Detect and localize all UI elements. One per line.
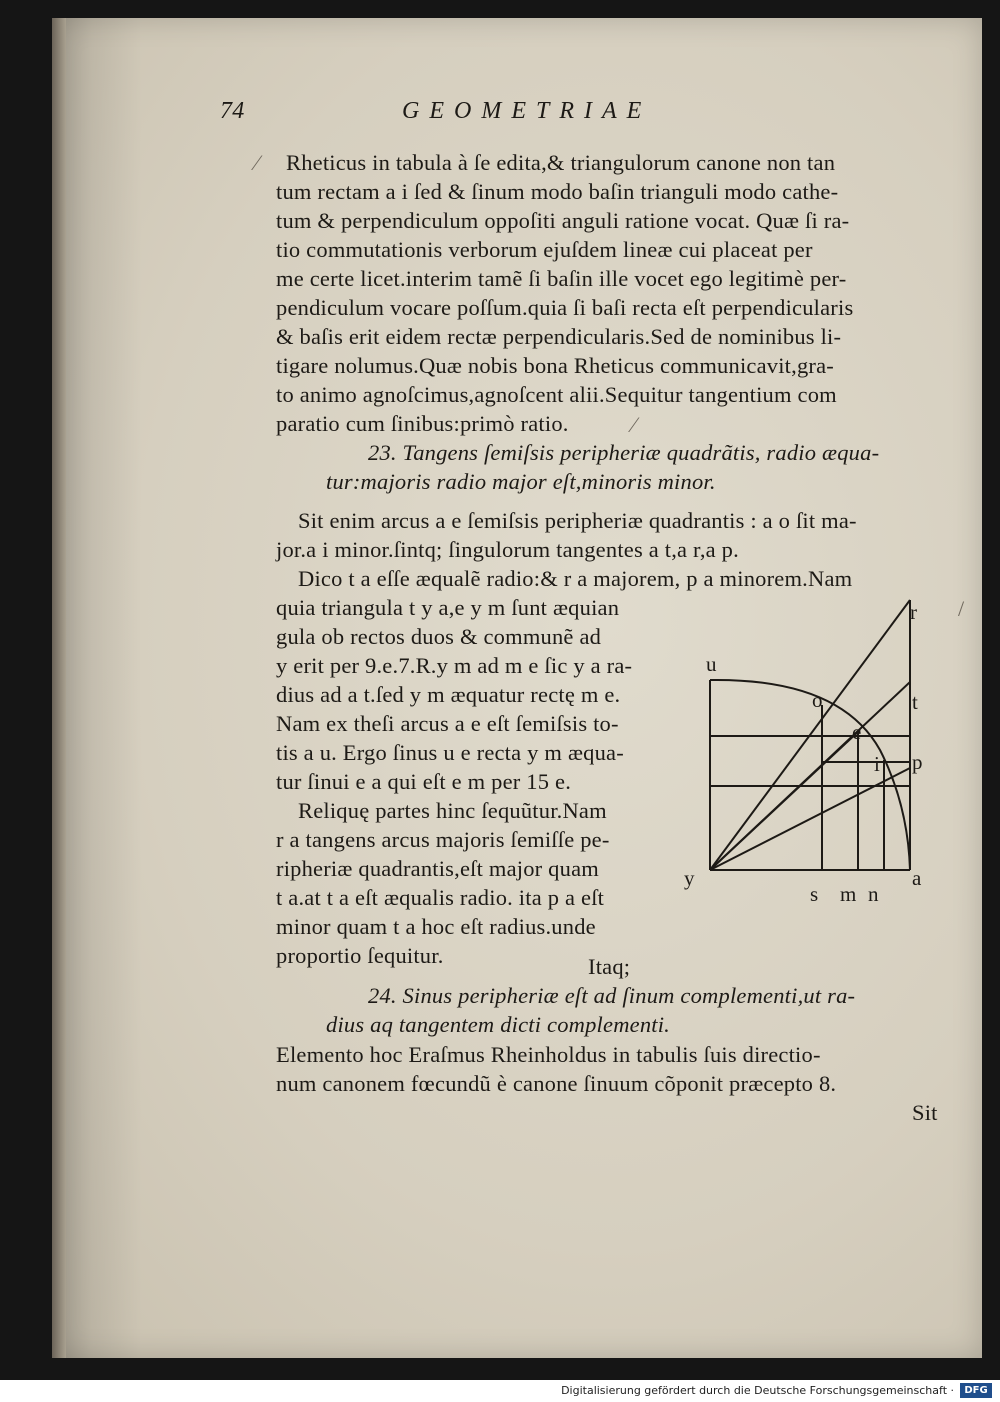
text-line: dius aq tangentem dicti complementi. (326, 1012, 671, 1037)
margin-mark: / (958, 596, 965, 621)
text-line: tigare nolumus.Quæ nobis bona Rheticus communicavit,gra- (276, 353, 834, 378)
text-line: tum & perpendiculum oppoſiti anguli ratione vocat. Quæ ſi ra- (276, 208, 850, 233)
text-line: 23. Tangens ſemiſsis peripheriæ quadrãtis, radio æqua- (368, 440, 880, 465)
text-line: Elemento hoc Eraſmus Rheinholdus in tabulis ſuis directio- (276, 1042, 821, 1067)
text-line: dius ad a t.ſed y m æquatur rectę m e. (276, 682, 621, 707)
page-number: 74 (220, 98, 245, 124)
text-line: quia triangula t y a,e y m ſunt æquian (276, 595, 620, 620)
figure-line-yp (710, 768, 910, 870)
text-line: Reliquę partes hinc ſequũtur.Nam (298, 798, 607, 823)
text-line: ripheriæ quadrantis,eſt major quam (276, 856, 599, 881)
text-line: & baſis erit eidem rectæ perpendicularis.Sed de nominibus li- (276, 324, 842, 349)
figure-label-e: e (852, 720, 862, 744)
figure-label-r: r (910, 600, 917, 624)
figure-label-s: s (810, 882, 819, 906)
figure-label-i: i (874, 752, 880, 776)
figure-label-y: y (684, 866, 695, 890)
text-line: tur:majoris radio major eſt,minoris minor. (326, 469, 716, 494)
text-line: num canonem fœcundũ è canone ſinuum cõponit præcepto 8. (276, 1071, 837, 1096)
text-line: me certe licet.interim tamẽ ſi baſin ille vocet ego legitimè per- (276, 266, 847, 291)
text-line: r a tangens arcus majoris ſemiſſe pe- (276, 827, 610, 852)
footer-bar (0, 1380, 1000, 1402)
figure-label-a: a (912, 866, 922, 890)
text-line: tio commutationis verborum ejuſdem lineæ cui placeat per (276, 237, 813, 262)
text-line: y erit per 9.e.7.R.y m ad m e ſic y a ra- (276, 653, 633, 678)
text-line: minor quam t a hoc eſt radius.unde (276, 914, 596, 939)
footer-credit: Digitalisierung gefördert durch die Deutsche Forschungsgemeinschaft · (561, 1384, 954, 1397)
running-title: GEOMETRIAE (402, 98, 652, 124)
figure-label-n: n (868, 882, 879, 906)
dfg-logo: DFG (960, 1383, 992, 1398)
text-line: t a.at t a eſt æqualis radio. ita p a eſt (276, 885, 605, 910)
margin-mark: ⁄ (255, 150, 259, 175)
text-line: to animo agnoſcimus,agnoſcent alii.Sequitur tangentium com (276, 382, 837, 407)
figure-label-m: m (840, 882, 857, 906)
text-line: gula ob rectos duos & communẽ ad (276, 624, 602, 649)
figure-label-t: t (912, 690, 918, 714)
text-line: Rheticus in tabula à ſe edita,& triangulorum canone non tan (286, 150, 836, 175)
text-line: Dico t a eſſe æqualẽ radio:& r a majorem, p a minorem.Nam (298, 566, 853, 591)
figure-line-ye (710, 730, 860, 870)
text-line: proportio ſequitur. (276, 943, 444, 968)
figure-label-u: u (706, 652, 717, 676)
text-line: jor.a i minor.ſintq; ſingulorum tangentes a t,a r,a p. (276, 537, 739, 562)
text-line: tur ſinui e a qui eſt e m per 15 e. (276, 769, 572, 794)
figure-label-o: o (812, 688, 823, 712)
text-line-itaque: Itaq; (588, 954, 631, 979)
figure-label-p: p (912, 750, 923, 774)
text-line: tum rectam a i ſed & ſinum modo baſin trianguli modo cathe- (276, 179, 839, 204)
text-line: Sit enim arcus a e ſemiſsis peripheriæ quadrantis : a o ſit ma- (298, 508, 857, 533)
text-line: 24. Sinus peripheriæ eſt ad ſinum complementi,ut ra- (368, 983, 856, 1008)
text-line: tis a u. Ergo ſinus u e recta y m æqua- (276, 740, 624, 765)
catchword: Sit (912, 1100, 938, 1125)
text-line: pendiculum vocare poſſum.quia ſi baſi recta eſt perpendicularis (276, 295, 854, 320)
text-line: paratio cum ſinibus:primò ratio. (276, 411, 569, 436)
text-line: Nam ex theſi arcus a e eſt ſemiſsis to- (276, 711, 619, 736)
margin-mark: ⁄ (632, 412, 636, 437)
page-gutter (52, 18, 66, 1358)
